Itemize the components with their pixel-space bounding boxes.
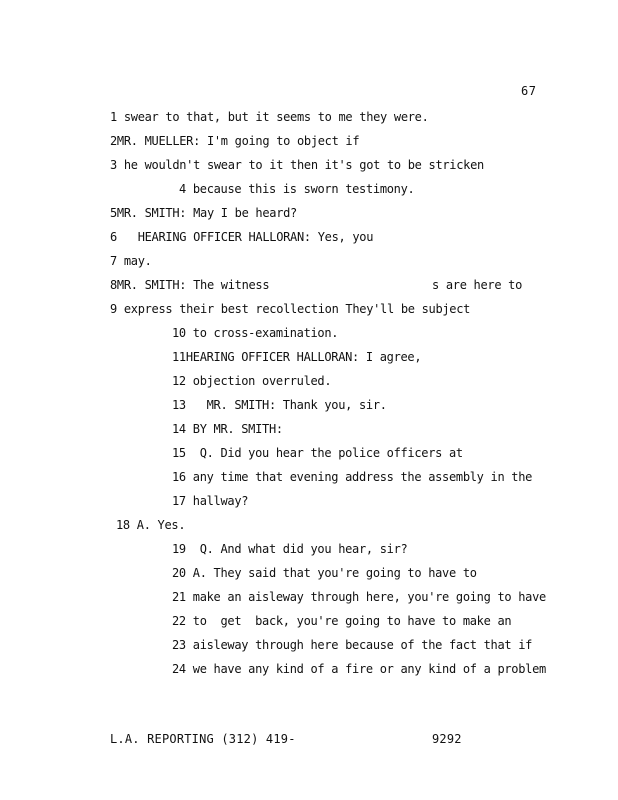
transcript-line-23: 23 aisleway through here because of the fact that if [172,638,533,652]
transcript-line-8b: s are here to [432,278,523,292]
footer-phone-suffix: 9292 [432,732,462,746]
transcript-line-8a: 8MR. SMITH: The witness [110,278,270,292]
transcript-line-15: 15 Q. Did you hear the police officers at [172,446,463,460]
transcript-line-18: 18 A. Yes. [116,518,186,532]
transcript-line-4: 4 because this is sworn testimony. [179,182,415,196]
transcript-line-20: 20 A. They said that you're going to have to [172,566,477,580]
transcript-line-7: 7 may. [110,254,152,268]
transcript-line-11: 11HEARING OFFICER HALLORAN: I agree, [172,350,422,364]
transcript-line-22: 22 to get back, you're going to have to make an [172,614,512,628]
transcript-line-1: 1 swear to that, but it seems to me they were. [110,110,429,124]
transcript-line-10: 10 to cross-examination. [172,326,339,340]
transcript-line-5: 5MR. SMITH: May I be heard? [110,206,297,220]
transcript-line-13: 13 MR. SMITH: Thank you, sir. [172,398,387,412]
transcript-line-17: 17 hallway? [172,494,249,508]
transcript-line-3: 3 he wouldn't swear to it then it's got to be stricken [110,158,484,172]
transcript-line-21: 21 make an aisleway through here, you're going to have [172,590,546,604]
transcript-line-6: 6 HEARING OFFICER HALLORAN: Yes, you [110,230,374,244]
transcript-line-12: 12 objection overruled. [172,374,332,388]
page-number: 67 [521,84,537,98]
transcript-line-16: 16 any time that evening address the assembly in the [172,470,533,484]
transcript-line-9: 9 express their best recollection They'll be subject [110,302,471,316]
transcript-line-24: 24 we have any kind of a fire or any kind of a problem [172,662,546,676]
transcript-line-14: 14 BY MR. SMITH: [172,422,283,436]
transcript-line-2: 2MR. MUELLER: I'm going to object if [110,134,360,148]
footer-reporter: L.A. REPORTING (312) 419- [110,732,296,746]
transcript-line-19: 19 Q. And what did you hear, sir? [172,542,408,556]
